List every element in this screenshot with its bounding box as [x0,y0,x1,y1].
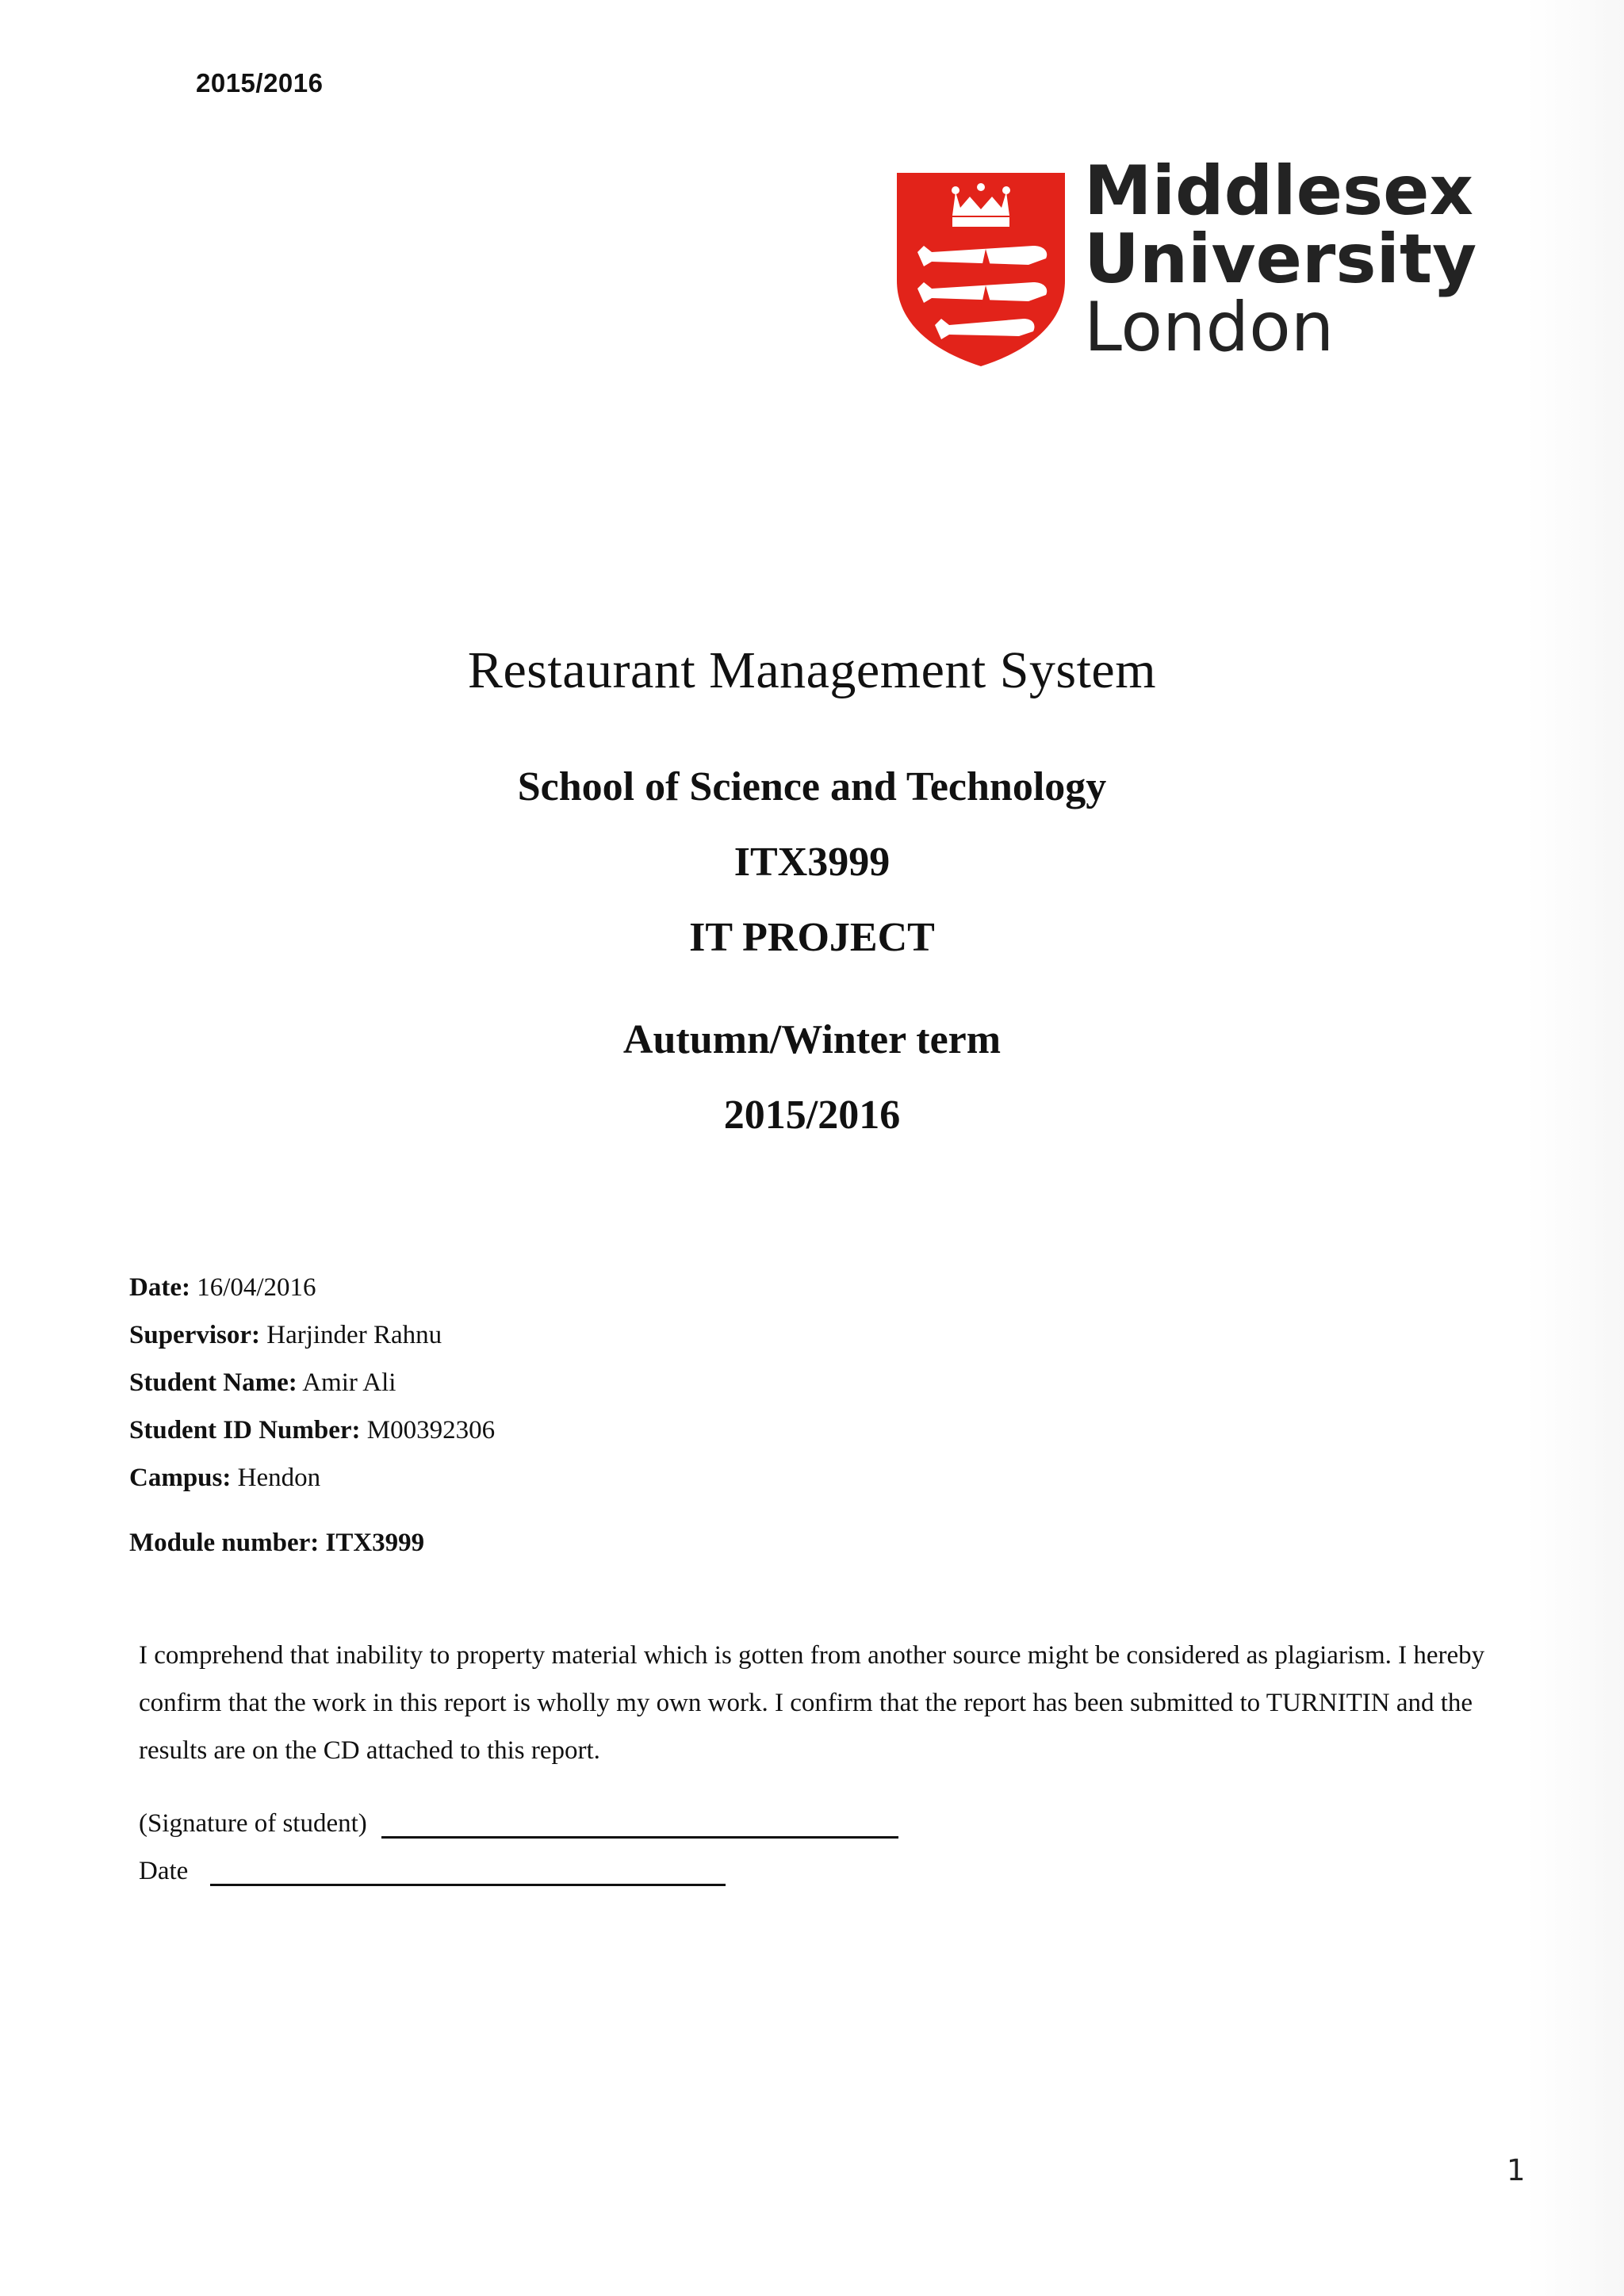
university-logo [894,151,1477,379]
student-info [129,1264,495,1502]
school-name: School of Science and Technology [517,764,1107,809]
signature-date-line [210,1860,726,1886]
module-number: Module number: ITX3999 [129,1529,425,1557]
plagiarism-statement: I comprehend that inability to property material which is gotten from another source might be considered as plagiarism. I hereby confirm that the work in this report is wholly my own work. I confirm that the report has been submitted to TURNITIN and the results are on the CD attached to this report. [139,1641,1485,1765]
student-id-value: M00392306 [366,1416,496,1445]
logo-line-2: University [1084,220,1477,299]
document-title: Restaurant Management System [467,641,1157,699]
supervisor-value: Harjinder Rahnu [266,1321,442,1349]
signature-date-label: Date [139,1857,189,1885]
header-year: 2015/2016 [196,68,324,98]
academic-year: 2015/2016 [723,1093,901,1138]
supervisor-row [129,1311,495,1359]
module-code: ITX3999 [733,840,891,885]
student-name-label: Student Name: [129,1368,297,1397]
logo-line-1: Middlesex [1084,151,1473,231]
signature-row [139,1809,898,1839]
campus-label: Campus: [129,1464,232,1492]
signature-label: (Signature of student) [139,1809,367,1838]
campus-row [129,1454,495,1502]
logo-line-3: London [1084,288,1335,367]
signature-line [381,1812,898,1839]
date-label: Date: [129,1273,190,1302]
shield-icon [894,170,1068,368]
supervisor-label: Supervisor: [129,1321,260,1349]
student-id-row [129,1406,495,1454]
logo-wordmark [1084,151,1477,367]
term: Autumn/Winter term [622,1017,1002,1062]
project-name: IT PROJECT [689,915,935,960]
student-id-label: Student ID Number: [129,1416,361,1445]
campus-value: Hendon [237,1464,321,1492]
student-name-row [129,1359,495,1406]
date-value: 16/04/2016 [197,1273,316,1302]
date-row [129,1264,495,1311]
signature-date-row [139,1857,726,1886]
page-number: 1 [1507,2153,1526,2187]
student-name-value: Amir Ali [302,1368,396,1397]
